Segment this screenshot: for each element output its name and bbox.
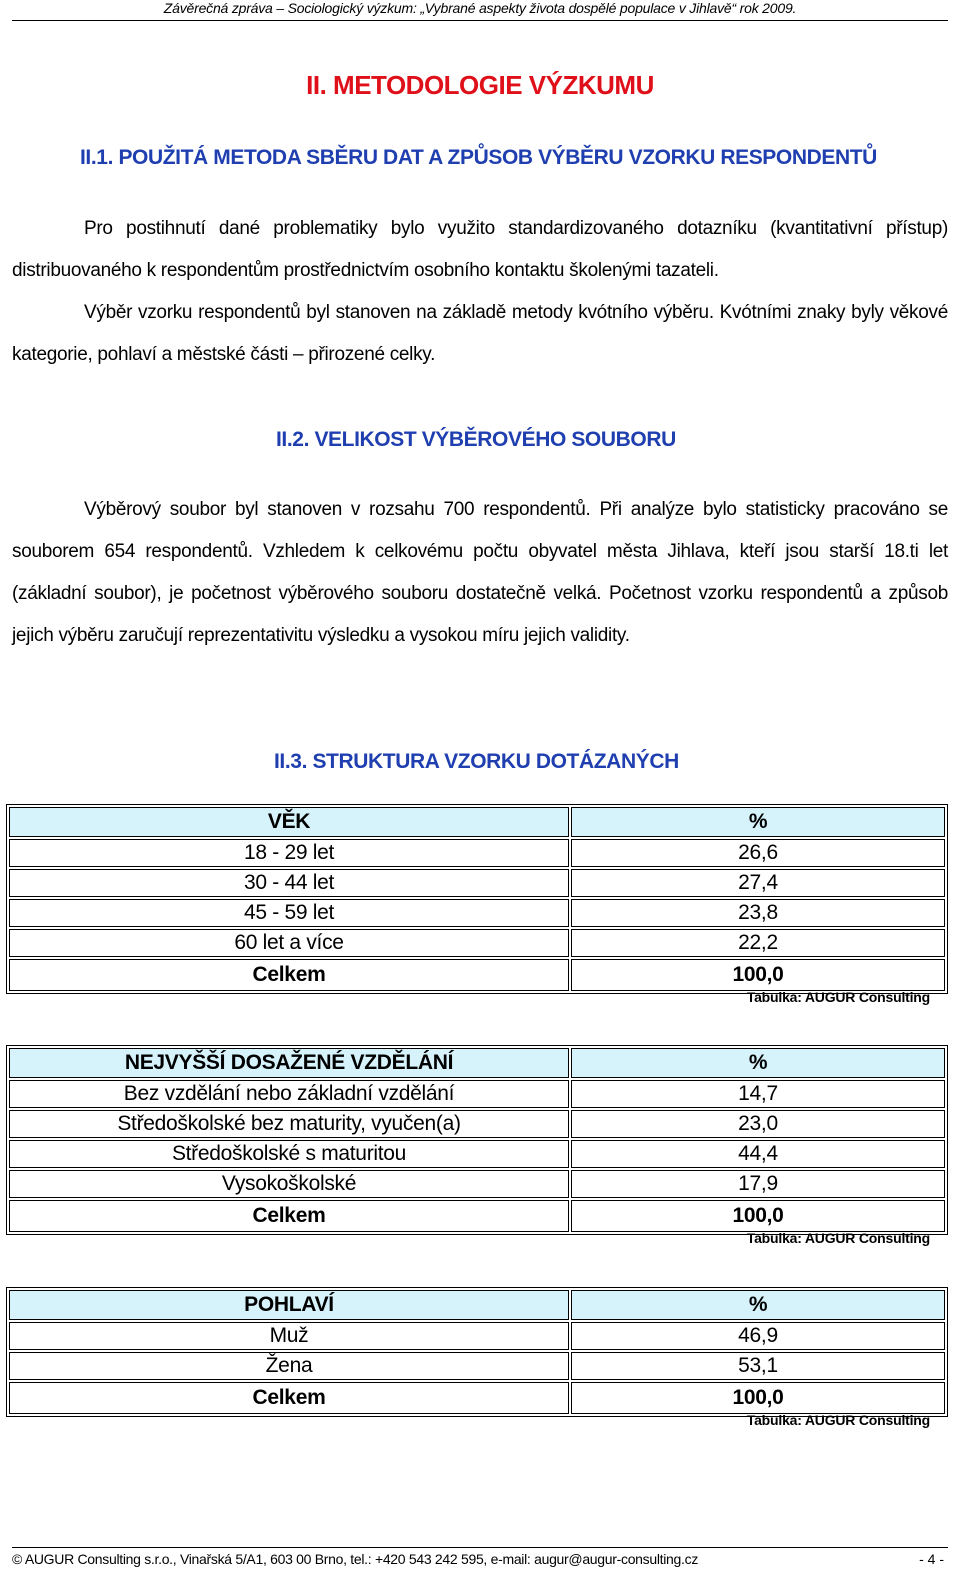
row-value: 46,9: [571, 1322, 945, 1350]
table-row: [9, 1110, 945, 1138]
footer-divider: [12, 1547, 948, 1548]
row-label: 45 - 59 let: [9, 899, 569, 927]
table-source-education: Tabulka: AUGUR Consulting: [746, 1230, 930, 1246]
total-label: Celkem: [9, 959, 569, 991]
paragraph-method-1: Pro postihnutí dané problematiky bylo využito standardizovaného dotazníku (kvantitativní přístup) distribuovaného k respondentům prostřednictvím osobního kontaktu školenými tazateli.: [12, 218, 948, 281]
table-header-row: [9, 1290, 945, 1320]
total-label: Celkem: [9, 1382, 569, 1414]
row-value: 27,4: [571, 869, 945, 897]
section-title-sample-structure: II.3. STRUKTURA VZORKU DOTÁZANÝCH: [274, 750, 679, 773]
row-label: Vysokoškolské: [9, 1170, 569, 1198]
table-row: [9, 1322, 945, 1350]
table-row: [9, 1170, 945, 1198]
table-header-row: [9, 807, 945, 837]
row-label: Středoškolské bez maturity, vyučen(a): [9, 1110, 569, 1138]
table-gender: [6, 1287, 948, 1417]
section-title-sample-size: II.2. VELIKOST VÝBĚROVÉHO SOUBORU: [276, 428, 676, 451]
row-value: 17,9: [571, 1170, 945, 1198]
table-row: [9, 929, 945, 957]
total-value: 100,0: [571, 959, 945, 991]
page-number: - 4 -: [919, 1551, 944, 1567]
row-value: 23,0: [571, 1110, 945, 1138]
column-header-percent: %: [571, 1290, 945, 1320]
table-source-age: Tabulka: AUGUR Consulting: [746, 989, 930, 1005]
table-source-gender: Tabulka: AUGUR Consulting: [746, 1412, 930, 1428]
table-row: [9, 1080, 945, 1108]
row-value: 26,6: [571, 839, 945, 867]
header-divider: [12, 20, 948, 21]
total-value: 100,0: [571, 1382, 945, 1414]
table-total-row: [9, 1200, 945, 1232]
column-header-category: POHLAVÍ: [9, 1290, 569, 1320]
column-header-percent: %: [571, 807, 945, 837]
row-label: Bez vzdělání nebo základní vzdělání: [9, 1080, 569, 1108]
chapter-title: II. METODOLOGIE VÝZKUMU: [306, 70, 654, 100]
table-total-row: [9, 1382, 945, 1414]
row-label: 18 - 29 let: [9, 839, 569, 867]
running-header: Závěrečná zpráva – Sociologický výzkum: „Vybrané aspekty života dospělé populace v Jihlavě“ rok 2009.: [163, 0, 797, 16]
row-label: Středoškolské s maturitou: [9, 1140, 569, 1168]
row-value: 53,1: [571, 1352, 945, 1380]
table-total-row: [9, 959, 945, 991]
row-value: 44,4: [571, 1140, 945, 1168]
table-education: [6, 1045, 948, 1235]
row-label: Muž: [9, 1322, 569, 1350]
row-value: 23,8: [571, 899, 945, 927]
table-row: [9, 869, 945, 897]
row-value: 22,2: [571, 929, 945, 957]
row-label: 30 - 44 let: [9, 869, 569, 897]
table-row: [9, 839, 945, 867]
section-title-method: II.1. POUŽITÁ METODA SBĚRU DAT A ZPŮSOB VÝBĚRU VZORKU RESPONDENTŮ: [80, 146, 877, 169]
paragraph-method-2: Výběr vzorku respondentů byl stanoven na základě metody kvótního výběru. Kvótními znaky byly věkové kategorie, pohlaví a městské části – přirozené celky.: [12, 302, 948, 365]
table-age: [6, 804, 948, 994]
row-label: 60 let a více: [9, 929, 569, 957]
table-header-row: [9, 1048, 945, 1078]
paragraph-sample-size: Výběrový soubor byl stanoven v rozsahu 700 respondentů. Při analýze bylo statisticky pracováno se souborem 654 respondentů. Vzhledem k celkovému počtu obyvatel města Jihlava, kteří jsou starší 18.ti let (základní soubor), je početnost výběrového souboru dostatečně velká. Početnost vzorku respondentů a způsob jejich výběru zaručují reprezentativitu výsledku a vysokou míru jejich validity.: [12, 499, 948, 646]
row-label: Žena: [9, 1352, 569, 1380]
column-header-category: NEJVYŠŠÍ DOSAŽENÉ VZDĚLÁNÍ: [9, 1048, 569, 1078]
column-header-percent: %: [571, 1048, 945, 1078]
table-row: [9, 1140, 945, 1168]
column-header-category: VĚK: [9, 807, 569, 837]
row-value: 14,7: [571, 1080, 945, 1108]
total-value: 100,0: [571, 1200, 945, 1232]
table-row: [9, 1352, 945, 1380]
footer-contact: © AUGUR Consulting s.r.o., Vinařská 5/A1, 603 00 Brno, tel.: +420 543 242 595, e-mail: augur@augur-consulting.cz: [12, 1551, 699, 1567]
total-label: Celkem: [9, 1200, 569, 1232]
table-row: [9, 899, 945, 927]
